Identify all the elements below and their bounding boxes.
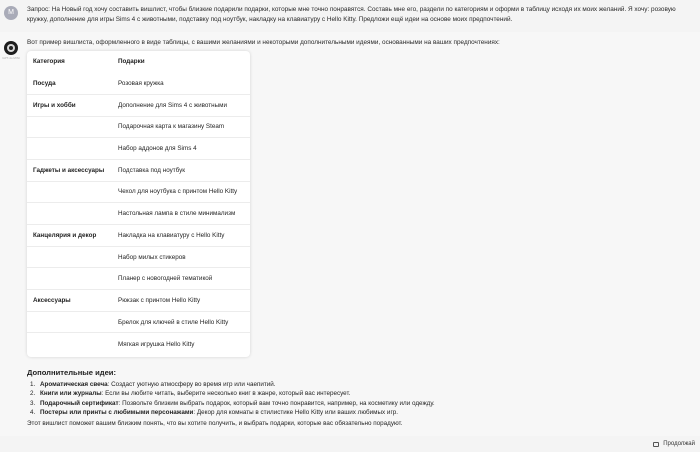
category-cell [27,333,118,355]
extra-ideas-list [27,380,677,418]
list-item [30,380,677,389]
table-row [27,203,250,225]
gift-cell: Подарочная карта к магазину Steam [118,123,225,131]
idea-text: : Если вы любите читать, выберите несколько книг в жанре, который вас интересует. [101,390,351,398]
gift-cell: Планер с новогодней тематикой [118,275,213,283]
category-cell [27,203,118,225]
user-message-text: Запрос: На Новый год хочу составить вишлист, чтобы близкие подарили подарки, которые мне точно понравятся. Составь мне его, раздели по категориям и оформи в таблицу исходя их моих желаний. Я хочу: розовую кружку, дополнение для игры Sims 4 с животными, подставку под ноутбук, накладку на клавиатуру с Hello Kitty. Предложи ещё идеи на основе моих предпочтений. [27,6,676,23]
bot-avatar [4,41,18,55]
idea-title: Постеры или принты с любимыми персонажами [40,409,194,417]
table-row [27,116,250,138]
continue-icon [653,442,659,447]
gift-cell: Настольная лампа в стиле минимализм [118,210,236,218]
idea-title: Подарочный сертификат [40,399,119,407]
gift-cell: Брелок для ключей в стиле Hello Kitty [118,318,229,326]
category-cell: Канцелярия и декор [33,231,97,239]
closing-text: Этот вишлист поможет вашим близким понять, что вы хотите получить, и выбрать подарки, которые вас обязательно порадуют. [27,420,403,427]
extra-ideas-title: Дополнительные идеи: [27,368,117,377]
idea-title: Книги или журналы [40,390,102,398]
list-item [30,389,677,398]
table-row [27,225,250,247]
list-item [30,399,677,408]
category-cell [27,246,118,268]
column-header-category: Категория [33,58,65,66]
idea-text: : Позвольте близким выбрать подарок, который вам точно понравится, например, на косметику или одежду. [118,399,435,407]
table-row [27,73,250,95]
category-cell [27,181,118,203]
table-row [27,94,250,116]
idea-text: : Создаст уютную атмосферу во время игр или чаепитий. [107,381,276,388]
table-row [27,311,250,333]
category-cell: Аксессуары [33,296,71,304]
gift-cell: Чехол для ноутбука с принтом Hello Kitty [118,188,238,196]
idea-text: : Декор для комнаты в стилистике Hello Kitty или ваших любимых игр. [193,409,398,417]
gift-cell: Рюкзак с принтом Hello Kitty [118,296,201,304]
table-row [27,138,250,160]
gift-cell: Набор милых стикеров [118,253,186,261]
category-cell [27,138,118,160]
list-number: 2. [30,390,36,398]
category-cell [27,268,118,290]
list-item [30,408,677,417]
bot-name-caption: GPT-4o MINI [2,56,20,60]
wishlist-table [27,51,250,357]
extra-ideas [27,368,677,418]
list-number: 1. [30,381,36,388]
table-header-row [27,51,250,73]
assistant-intro: Вот пример вишлиста, оформленного в виде таблицы, с вашими желаниями и некоторыми дополнительными идеями, основанными на ваших предпочтениях: [27,39,500,46]
gift-cell: Дополнение для Sims 4 с животными [118,101,228,109]
user-avatar: M [4,6,18,20]
table-row [27,246,250,268]
gift-cell: Розовая кружка [118,79,164,87]
column-header-gifts: Подарки [118,58,145,66]
table-row [27,333,250,355]
table-row [27,181,250,203]
category-cell [27,311,118,333]
continue-label: Продолжай [663,441,695,447]
category-cell: Посуда [33,79,56,87]
gift-cell: Накладка на клавиатуру с Hello Kitty [118,231,225,239]
category-cell: Гаджеты и аксессуары [33,166,105,174]
user-message [0,0,700,32]
category-cell: Игры и хобби [33,101,76,109]
continue-button[interactable] [653,439,695,449]
table-row [27,159,250,181]
gift-cell: Мягкая игрушка Hello Kitty [118,340,195,348]
bottom-bar [0,436,700,452]
gift-cell: Подставка под ноутбук [118,166,186,174]
category-cell [27,116,118,138]
eye-icon [7,44,15,52]
assistant-message [0,32,700,436]
table-row [27,268,250,290]
gift-cell: Набор аддонов для Sims 4 [118,145,197,153]
list-number: 4. [30,409,36,417]
table-row [27,290,250,312]
idea-title: Ароматическая свеча [40,381,108,388]
list-number: 3. [30,399,36,407]
